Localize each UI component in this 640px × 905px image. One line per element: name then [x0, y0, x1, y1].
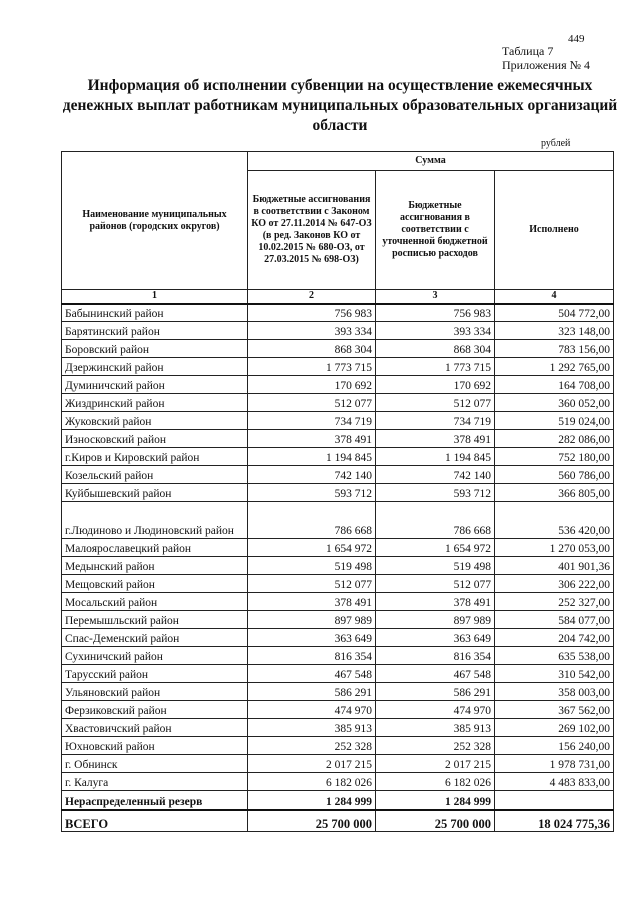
header-budget-law: Бюджетные ассигнования в соответствии с Законом КО от 27.11.2014 № 647-ОЗ (в ред. Законов КО от 10.02.2015 № 680-ОЗ, от 27.03.2015 № 698-ОЗ) [248, 171, 376, 290]
budget-refined-value: 897 989 [376, 611, 495, 629]
table-row [62, 557, 614, 575]
table-row [62, 593, 614, 611]
header-executed: Исполнено [495, 171, 614, 290]
executed-value: 252 327,00 [495, 593, 614, 611]
table-row [62, 358, 614, 376]
budget-refined-value: 519 498 [376, 557, 495, 575]
budget-law-value: 2 017 215 [248, 755, 376, 773]
budget-law-value: 393 334 [248, 322, 376, 340]
budget-refined-value: 742 140 [376, 466, 495, 484]
table-row [62, 502, 614, 539]
district-name: Жуковский район [62, 412, 248, 430]
budget-refined-value: 593 712 [376, 484, 495, 502]
col-number: 4 [495, 290, 614, 304]
table-row [62, 466, 614, 484]
district-name: Боровский район [62, 340, 248, 358]
district-name: Хвастовичский район [62, 719, 248, 737]
executed-value: 269 102,00 [495, 719, 614, 737]
district-name: Тарусский район [62, 665, 248, 683]
table-row [62, 683, 614, 701]
table-row [62, 304, 614, 322]
table-row [62, 322, 614, 340]
table-row [62, 539, 614, 557]
district-name: Барятинский район [62, 322, 248, 340]
table-row [62, 665, 614, 683]
district-name: Козельский район [62, 466, 248, 484]
executed-value: 156 240,00 [495, 737, 614, 755]
table-row [62, 430, 614, 448]
reserve-budget-law: 1 284 999 [248, 791, 376, 810]
budget-law-value: 385 913 [248, 719, 376, 737]
table-row [62, 647, 614, 665]
table-row [62, 611, 614, 629]
executed-value: 1 270 053,00 [495, 539, 614, 557]
executed-value: 358 003,00 [495, 683, 614, 701]
appendix-label: Приложения № 4 [502, 58, 591, 72]
budget-refined-value: 756 983 [376, 304, 495, 322]
reserve-row [62, 791, 614, 810]
budget-law-value: 363 649 [248, 629, 376, 647]
executed-value: 282 086,00 [495, 430, 614, 448]
header-budget-refined: Бюджетные ассигнования в соответствии с уточненной бюджетной росписью расходов [376, 171, 495, 290]
budget-refined-value: 1 773 715 [376, 358, 495, 376]
executed-value: 1 978 731,00 [495, 755, 614, 773]
district-name: Юхновский район [62, 737, 248, 755]
executed-value: 360 052,00 [495, 394, 614, 412]
district-name: Бабынинский район [62, 304, 248, 322]
executed-value: 752 180,00 [495, 448, 614, 466]
budget-refined-value: 378 491 [376, 430, 495, 448]
total-executed: 18 024 775,36 [495, 810, 614, 832]
district-name: Ферзиковский район [62, 701, 248, 719]
budget-law-value: 512 077 [248, 394, 376, 412]
table-row [62, 719, 614, 737]
budget-law-value: 1 194 845 [248, 448, 376, 466]
budget-law-value: 586 291 [248, 683, 376, 701]
header-district-name: Наименование муниципальных районов (городских округов) [62, 152, 248, 290]
budget-refined-value: 734 719 [376, 412, 495, 430]
budget-law-value: 1 773 715 [248, 358, 376, 376]
district-name: Мещовский район [62, 575, 248, 593]
table-row [62, 376, 614, 394]
district-name: г.Киров и Кировский район [62, 448, 248, 466]
budget-law-value: 6 182 026 [248, 773, 376, 791]
executed-value: 1 292 765,00 [495, 358, 614, 376]
executed-value: 204 742,00 [495, 629, 614, 647]
subvention-table [61, 151, 614, 832]
budget-refined-value: 252 328 [376, 737, 495, 755]
budget-law-value: 378 491 [248, 593, 376, 611]
reserve-name: Нераспределенный резерв [62, 791, 248, 810]
district-name: Куйбышевский район [62, 484, 248, 502]
executed-value: 306 222,00 [495, 575, 614, 593]
budget-law-value: 816 354 [248, 647, 376, 665]
budget-law-value: 512 077 [248, 575, 376, 593]
executed-value: 366 805,00 [495, 484, 614, 502]
budget-refined-value: 170 692 [376, 376, 495, 394]
table-row [62, 340, 614, 358]
total-budget-law: 25 700 000 [248, 810, 376, 832]
executed-value: 504 772,00 [495, 304, 614, 322]
col-number: 2 [248, 290, 376, 304]
budget-refined-value: 786 668 [376, 502, 495, 539]
document-title: Информация об исполнении субвенции на осуществление ежемесячных денежных выплат работникам муниципальных образовательных организаций области [62, 77, 618, 134]
district-name: г. Калуга [62, 773, 248, 791]
executed-value: 635 538,00 [495, 647, 614, 665]
table-row [62, 412, 614, 430]
total-name: ВСЕГО [62, 810, 248, 832]
table-body [62, 304, 614, 791]
budget-law-value: 786 668 [248, 502, 376, 539]
budget-law-value: 868 304 [248, 340, 376, 358]
budget-law-value: 756 983 [248, 304, 376, 322]
units-label: рублей [541, 138, 571, 149]
district-name: г. Обнинск [62, 755, 248, 773]
budget-refined-value: 2 017 215 [376, 755, 495, 773]
budget-law-value: 378 491 [248, 430, 376, 448]
budget-refined-value: 393 334 [376, 322, 495, 340]
district-name: Дзержинский район [62, 358, 248, 376]
budget-law-value: 734 719 [248, 412, 376, 430]
budget-refined-value: 467 548 [376, 665, 495, 683]
table-row [62, 484, 614, 502]
budget-law-value: 519 498 [248, 557, 376, 575]
table-row [62, 701, 614, 719]
table-row [62, 394, 614, 412]
total-row [62, 810, 614, 832]
executed-value: 323 148,00 [495, 322, 614, 340]
col-number: 3 [376, 290, 495, 304]
table-row [62, 755, 614, 773]
budget-law-value: 742 140 [248, 466, 376, 484]
budget-law-value: 252 328 [248, 737, 376, 755]
budget-refined-value: 363 649 [376, 629, 495, 647]
budget-refined-value: 1 654 972 [376, 539, 495, 557]
executed-value: 4 483 833,00 [495, 773, 614, 791]
executed-value: 519 024,00 [495, 412, 614, 430]
district-name: Ульяновский район [62, 683, 248, 701]
reserve-executed [495, 791, 614, 810]
budget-refined-value: 474 970 [376, 701, 495, 719]
budget-law-value: 593 712 [248, 484, 376, 502]
budget-law-value: 897 989 [248, 611, 376, 629]
executed-value: 367 562,00 [495, 701, 614, 719]
district-name: Медынский район [62, 557, 248, 575]
budget-refined-value: 378 491 [376, 593, 495, 611]
district-name: Износковский район [62, 430, 248, 448]
budget-law-value: 1 654 972 [248, 539, 376, 557]
budget-refined-value: 868 304 [376, 340, 495, 358]
budget-refined-value: 512 077 [376, 575, 495, 593]
total-budget-refined: 25 700 000 [376, 810, 495, 832]
page-number: 449 [568, 33, 585, 45]
col-number: 1 [62, 290, 248, 304]
district-name: г.Людиново и Людиновский район [62, 502, 248, 539]
district-name: Спас-Деменский район [62, 629, 248, 647]
table-row [62, 575, 614, 593]
table-row [62, 448, 614, 466]
table-row [62, 737, 614, 755]
budget-law-value: 474 970 [248, 701, 376, 719]
budget-law-value: 170 692 [248, 376, 376, 394]
reserve-budget-refined: 1 284 999 [376, 791, 495, 810]
budget-refined-value: 586 291 [376, 683, 495, 701]
district-name: Перемышльский район [62, 611, 248, 629]
district-name: Думиничский район [62, 376, 248, 394]
executed-value: 560 786,00 [495, 466, 614, 484]
budget-refined-value: 6 182 026 [376, 773, 495, 791]
table-row [62, 773, 614, 791]
executed-value: 310 542,00 [495, 665, 614, 683]
executed-value: 584 077,00 [495, 611, 614, 629]
budget-refined-value: 512 077 [376, 394, 495, 412]
budget-refined-value: 1 194 845 [376, 448, 495, 466]
budget-refined-value: 385 913 [376, 719, 495, 737]
district-name: Сухиничский район [62, 647, 248, 665]
executed-value: 783 156,00 [495, 340, 614, 358]
table-label: Таблица 7 [502, 44, 554, 58]
executed-value: 164 708,00 [495, 376, 614, 394]
table-row [62, 629, 614, 647]
budget-law-value: 467 548 [248, 665, 376, 683]
district-name: Жиздринский район [62, 394, 248, 412]
district-name: Малоярославецкий район [62, 539, 248, 557]
district-name: Мосальский район [62, 593, 248, 611]
header-sum: Сумма [248, 152, 614, 171]
executed-value: 536 420,00 [495, 502, 614, 539]
executed-value: 401 901,36 [495, 557, 614, 575]
budget-refined-value: 816 354 [376, 647, 495, 665]
